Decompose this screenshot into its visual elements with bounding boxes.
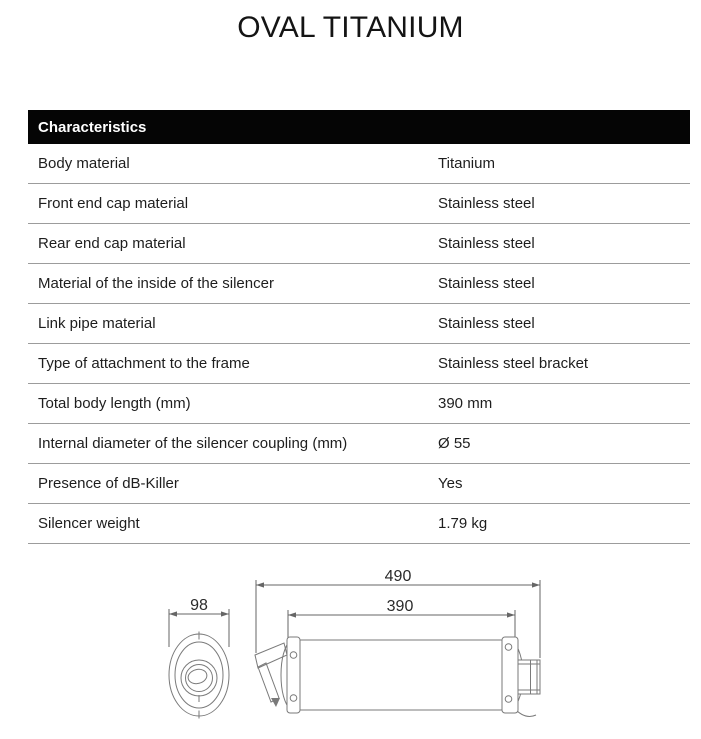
row-value: Stainless steel [438,195,535,212]
row-label: Silencer weight [38,515,140,532]
page-title: OVAL TITANIUM [237,11,464,44]
row-value: Stainless steel [438,315,535,332]
row-label: Presence of dB-Killer [38,475,179,492]
row-label: Link pipe material [38,315,156,332]
dimension-front-width [169,609,229,647]
row-value: Stainless steel bracket [438,355,589,372]
row-label: Rear end cap material [38,235,186,252]
dim-label-overall-length: 490 [384,568,412,585]
table-row [28,504,690,544]
table-row [28,384,690,424]
row-label: Material of the inside of the silencer [38,275,274,292]
row-value: Ø 55 [438,435,471,452]
table-row [28,424,690,464]
table-row [28,144,690,184]
arrow-right-icon [221,611,229,616]
arrow-right-icon [507,612,515,617]
silencer-technical-drawing [0,550,701,739]
table-header-label: Characteristics [38,118,147,136]
row-label: Internal diameter of the silencer coupling (mm) [38,435,348,452]
arrow-left-icon [256,582,264,587]
row-value: Stainless steel [438,235,535,252]
dim-label-body-length: 390 [386,598,414,615]
arrow-left-icon [288,612,296,617]
table-header-bar [28,110,690,144]
row-value: Yes [438,475,463,492]
row-value: Stainless steel [438,275,535,292]
table-row [28,224,690,264]
row-label: Total body length (mm) [38,395,191,412]
outlet-coupling [518,660,540,694]
row-value: 390 mm [438,395,493,412]
mounting-bracket [255,643,287,707]
row-label: Type of attachment to the frame [38,355,250,372]
arrow-left-icon [169,611,177,616]
silencer-front-view [169,632,229,719]
table-rows [28,144,690,544]
dim-label-front-width: 98 [190,597,208,614]
characteristics-table [28,110,690,544]
row-value: 1.79 kg [438,515,488,532]
silencer-side-view [255,637,540,716]
table-row [28,304,690,344]
row-label: Front end cap material [38,195,189,212]
row-label: Body material [38,155,130,172]
table-row [28,464,690,504]
table-row [28,264,690,304]
table-row [28,184,690,224]
row-value: Titanium [438,155,495,172]
arrow-right-icon [532,582,540,587]
table-row [28,344,690,384]
